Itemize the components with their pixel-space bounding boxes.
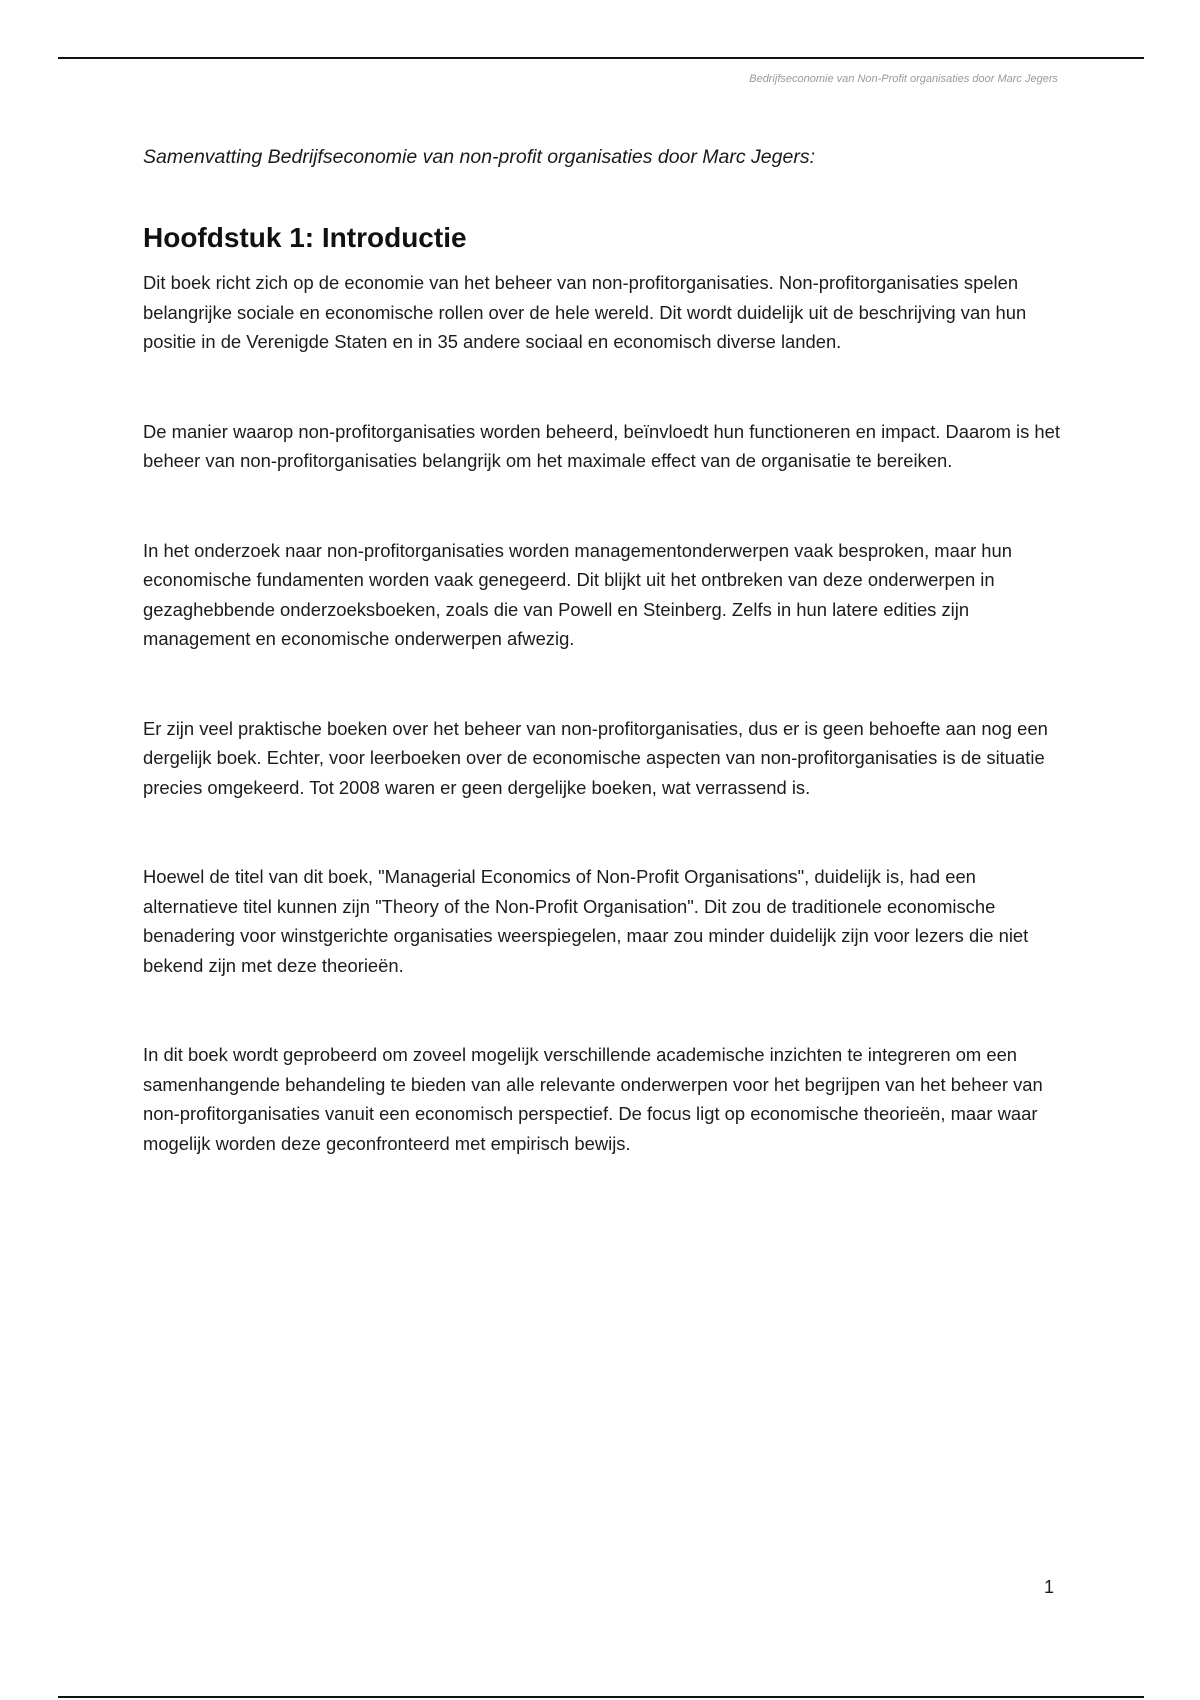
chapter-title: Hoofdstuk 1: Introductie	[143, 222, 467, 253]
page-number: 1	[1044, 1577, 1055, 1597]
summary-line: Samenvatting Bedrijfseconomie van non-profit organisaties door Marc Jegers:	[143, 146, 816, 168]
paragraph: Hoewel de titel van dit boek, "Managerial Economics of Non-Profit Organisations", duidelijk is, had een alternatieve titel kunnen zijn "Theory of the Non-Profit Organisation". Dit zou de traditionele economische benadering voor winstgerichte organisaties weerspiegelen, maar zou minder duidelijk zijn voor lezers die niet bekend zijn met deze theorieën.	[143, 866, 1029, 976]
bottom-rule	[58, 1696, 1144, 1698]
top-rule	[58, 57, 1144, 59]
paragraph: De manier waarop non-profitorganisaties worden beheerd, beïnvloedt hun functioneren en impact. Daarom is het beheer van non-profitorganisaties belangrijk om het maximale effect van de organisatie te bereiken.	[143, 420, 1060, 471]
paragraph: Er zijn veel praktische boeken over het beheer van non-profitorganisaties, dus er is geen behoefte aan nog een dergelijk boek. Echter, voor leerboeken over de economische aspecten van non-profitorganisaties is de situatie precies omgekeerd. Tot 2008 waren er geen dergelijke boeken, wat verrassend is.	[143, 717, 1048, 798]
paragraph: In het onderzoek naar non-profitorganisaties worden managementonderwerpen vaak besproken, maar hun economische fundamenten worden vaak genegeerd. Dit blijkt uit het ontbreken van deze onderwerpen in gezaghebbende onderzoeksboeken, zoals die van Powell en Steinberg. Zelfs in hun latere edities zijn management en economische onderwerpen afwezig.	[143, 539, 1012, 649]
paragraph: Dit boek richt zich op de economie van het beheer van non-profitorganisaties. Non-profitorganisaties spelen belangrijke sociale en economische rollen over de hele wereld. Dit wordt duidelijk uit de beschrijving van hun positie in de Verenigde Staten en in 35 andere sociaal en economisch diverse landen.	[143, 272, 1027, 352]
page-content	[143, 142, 1063, 1218]
running-header: Bedrijfseconomie van Non-Profit organisaties door Marc Jegers	[749, 73, 1058, 85]
paragraph: In dit boek wordt geprobeerd om zoveel mogelijk verschillende academische inzichten te integreren om een samenhangende behandeling te bieden van alle relevante onderwerpen voor het begrijpen van het beheer van non-profitorganisaties vanuit een economisch perspectief. De focus ligt op economische theorieën, maar waar mogelijk worden deze geconfronteerd met empirisch bewijs.	[143, 1044, 1043, 1154]
